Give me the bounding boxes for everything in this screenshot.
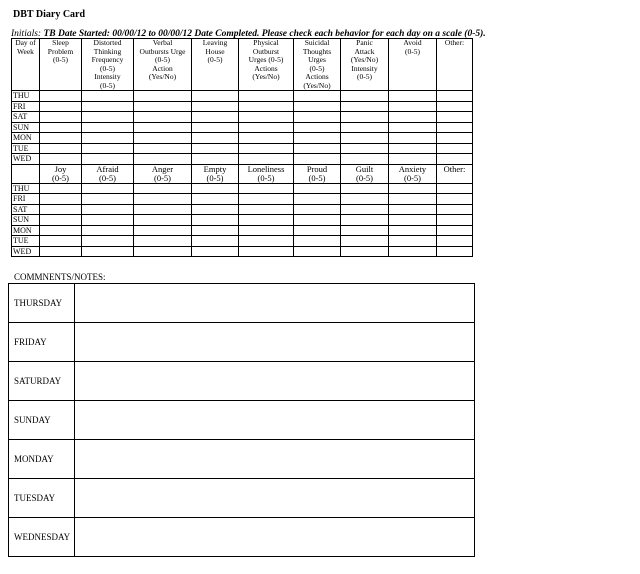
- behavior-entry-cell[interactable]: [294, 133, 341, 144]
- header-line: Outbursts Urge: [139, 46, 186, 56]
- header-cell: [82, 164, 134, 183]
- card-title: DBT Diary Card: [13, 9, 86, 20]
- emotion-entry-cell[interactable]: [192, 236, 239, 247]
- emotion-entry-cell[interactable]: [294, 183, 341, 194]
- behavior-entry-cell[interactable]: [40, 122, 82, 133]
- behavior-entry-cell[interactable]: [192, 91, 239, 102]
- emotion-entry-cell[interactable]: [82, 215, 134, 226]
- header-line: Suicidal: [304, 38, 330, 47]
- behavior-entry-cell[interactable]: [192, 101, 239, 112]
- notes-body: [9, 284, 475, 557]
- behavior-entry-cell[interactable]: [134, 154, 192, 165]
- emotion-entry-cell[interactable]: [192, 215, 239, 226]
- behavior-entry-cell[interactable]: [40, 101, 82, 112]
- header-line: Actions: [305, 72, 329, 81]
- notes-table: [8, 283, 475, 557]
- header-line: Problem: [47, 46, 74, 56]
- behavior-entry-cell[interactable]: [389, 143, 437, 154]
- emotion-entry-cell[interactable]: [437, 215, 473, 226]
- header-cell: [12, 39, 40, 91]
- day-row: [12, 143, 473, 154]
- notes-day-label: TUESDAY: [9, 479, 75, 518]
- notes-entry-field[interactable]: [75, 362, 475, 401]
- behavior-entry-cell[interactable]: [437, 143, 473, 154]
- emotion-entry-cell[interactable]: [239, 194, 294, 205]
- emotion-entry-cell[interactable]: [341, 204, 389, 215]
- header-line: (Yes/No): [350, 55, 379, 64]
- day-label: SUN: [12, 122, 40, 133]
- day-row: [12, 215, 473, 226]
- header-line: (Yes/No): [252, 72, 280, 81]
- behavior-entry-cell[interactable]: [294, 154, 341, 165]
- behavior-entry-cell[interactable]: [341, 154, 389, 165]
- emotion-entry-cell[interactable]: [294, 246, 341, 257]
- emotion-entry-cell[interactable]: [40, 215, 82, 226]
- emotion-entry-cell[interactable]: [134, 204, 192, 215]
- notes-entry-field[interactable]: [75, 323, 475, 362]
- header-line: (Yes/No): [303, 80, 331, 90]
- emotion-entry-cell[interactable]: [437, 236, 473, 247]
- day-label: SAT: [12, 204, 40, 215]
- day-row: [12, 101, 473, 112]
- behavior-entry-cell[interactable]: [134, 122, 192, 133]
- header-line: (0-5): [154, 172, 171, 183]
- emotion-entry-cell[interactable]: [341, 183, 389, 194]
- emotion-entry-cell[interactable]: [341, 215, 389, 226]
- notes-row: [9, 323, 475, 362]
- emotion-entry-cell[interactable]: [82, 183, 134, 194]
- emotion-entry-cell[interactable]: [294, 225, 341, 236]
- day-label: TUE: [12, 236, 40, 247]
- notes-day-label: SUNDAY: [9, 401, 75, 440]
- emotion-entry-cell[interactable]: [239, 204, 294, 215]
- header-line: Day of: [15, 38, 36, 47]
- emotion-entry-cell[interactable]: [294, 215, 341, 226]
- header-line: Physical: [253, 38, 279, 47]
- header-line: Panic: [356, 38, 373, 47]
- notes-day-label: SATURDAY: [9, 362, 75, 401]
- emotion-entry-cell[interactable]: [40, 183, 82, 194]
- header-line: (0-5): [99, 172, 116, 183]
- emotion-entry-cell[interactable]: [341, 194, 389, 205]
- header-line: (0-5): [404, 172, 421, 183]
- emotion-entry-cell[interactable]: [437, 225, 473, 236]
- behavior-entry-cell[interactable]: [40, 154, 82, 165]
- header-line: Action: [152, 63, 173, 73]
- behavior-entry-cell[interactable]: [134, 143, 192, 154]
- notes-entry-field[interactable]: [75, 440, 475, 479]
- emotion-entry-cell[interactable]: [40, 204, 82, 215]
- emotion-entry-cell[interactable]: [294, 194, 341, 205]
- day-label: FRI: [12, 101, 40, 112]
- day-label: THU: [12, 183, 40, 194]
- header-line: Attack: [354, 46, 375, 56]
- behavior-entry-cell[interactable]: [341, 133, 389, 144]
- day-row: [12, 194, 473, 205]
- emotion-entry-cell[interactable]: [82, 194, 134, 205]
- header-line: Anger: [151, 163, 174, 174]
- header-cell: [12, 164, 40, 183]
- emotion-entry-cell[interactable]: [192, 194, 239, 205]
- emotion-entry-cell[interactable]: [389, 236, 437, 247]
- header-line: Loneliness: [247, 163, 285, 174]
- behavior-entry-cell[interactable]: [294, 122, 341, 133]
- notes-entry-field[interactable]: [75, 284, 475, 323]
- day-row: [12, 133, 473, 144]
- day-row: [12, 225, 473, 236]
- emotion-entry-cell[interactable]: [82, 225, 134, 236]
- behavior-entry-cell[interactable]: [389, 112, 437, 123]
- emotion-entry-cell[interactable]: [40, 246, 82, 257]
- behavior-entry-cell[interactable]: [437, 133, 473, 144]
- header-line: Proud: [306, 163, 328, 174]
- day-label: SAT: [12, 112, 40, 123]
- emotion-entry-cell[interactable]: [134, 236, 192, 247]
- behavior-entry-cell[interactable]: [239, 112, 294, 123]
- behavior-entry-cell[interactable]: [437, 122, 473, 133]
- header-line: Joy: [54, 163, 67, 174]
- emotion-entry-cell[interactable]: [134, 183, 192, 194]
- behavior-entry-cell[interactable]: [40, 143, 82, 154]
- notes-entry-field[interactable]: [75, 518, 475, 557]
- behavior-entry-cell[interactable]: [341, 101, 389, 112]
- subtitle-details: TB Date Started: 00/00/12 to 00/00/12 Date Completed. Please check each behavior for each day on a scale (0-5).: [43, 29, 486, 39]
- behavior-entry-cell[interactable]: [192, 154, 239, 165]
- header-line: (0-5): [405, 46, 420, 56]
- behavior-entry-cell[interactable]: [134, 112, 192, 123]
- header-line: (0-5): [207, 55, 223, 64]
- behavior-entry-cell[interactable]: [192, 122, 239, 133]
- emotion-entry-cell[interactable]: [192, 246, 239, 257]
- behavior-entry-cell[interactable]: [82, 101, 134, 112]
- notes-row: [9, 362, 475, 401]
- behavior-entry-cell[interactable]: [134, 91, 192, 102]
- header-cell: [294, 164, 341, 183]
- emotion-entry-cell[interactable]: [341, 225, 389, 236]
- day-label: WED: [12, 154, 40, 165]
- emotion-entry-cell[interactable]: [40, 225, 82, 236]
- day-row: [12, 204, 473, 215]
- notes-day-label: THURSDAY: [9, 284, 75, 323]
- behavior-entry-cell[interactable]: [40, 91, 82, 102]
- header-cell: [82, 39, 134, 91]
- emotion-entry-cell[interactable]: [134, 215, 192, 226]
- header-line: Intensity: [351, 63, 378, 73]
- header-line: Intensity: [94, 72, 121, 81]
- header-cell: [389, 39, 437, 91]
- header-cell: [40, 39, 82, 91]
- behavior-entry-cell[interactable]: [389, 122, 437, 133]
- day-row: [12, 154, 473, 165]
- header-cell: [341, 164, 389, 183]
- header-line: Other:: [443, 163, 466, 174]
- notes-entry-field[interactable]: [75, 479, 475, 518]
- emotion-entry-cell[interactable]: [192, 204, 239, 215]
- header-cell: [134, 39, 192, 91]
- behavior-entry-cell[interactable]: [239, 91, 294, 102]
- emotion-entry-cell[interactable]: [437, 194, 473, 205]
- behavior-entry-cell[interactable]: [341, 143, 389, 154]
- notes-day-label: WEDNESDAY: [9, 518, 75, 557]
- behavior-entry-cell[interactable]: [82, 122, 134, 133]
- notes-day-label: FRIDAY: [9, 323, 75, 362]
- behavior-entry-cell[interactable]: [82, 133, 134, 144]
- behavior-entry-cell[interactable]: [82, 112, 134, 123]
- notes-day-label: MONDAY: [9, 440, 75, 479]
- day-row: [12, 246, 473, 257]
- behavior-entry-cell[interactable]: [389, 91, 437, 102]
- behavior-entry-cell[interactable]: [82, 91, 134, 102]
- header-cell: [294, 39, 341, 91]
- emotion-entry-cell[interactable]: [389, 183, 437, 194]
- header-cell: [437, 39, 473, 91]
- emotion-entry-cell[interactable]: [239, 215, 294, 226]
- behavior-entry-cell[interactable]: [82, 154, 134, 165]
- day-row: [12, 91, 473, 102]
- header-row-behaviors: [12, 39, 473, 91]
- comments-label: COMMNENTS/NOTES:: [14, 272, 106, 282]
- header-line: Afraid: [96, 163, 119, 174]
- header-line: Thoughts: [302, 46, 332, 56]
- header-line: (0-5): [309, 63, 325, 73]
- behavior-entry-cell[interactable]: [192, 143, 239, 154]
- behavior-entry-cell[interactable]: [389, 133, 437, 144]
- header-line: (Yes/No): [148, 72, 177, 81]
- behavior-entry-cell[interactable]: [437, 101, 473, 112]
- header-line: Other:: [444, 38, 465, 47]
- header-line: Urges: [308, 55, 326, 64]
- subtitle-lead: Initials:: [11, 29, 44, 39]
- day-label: SUN: [12, 215, 40, 226]
- header-line: Frequency: [91, 55, 124, 64]
- behavior-entry-cell[interactable]: [389, 154, 437, 165]
- emotion-entry-cell[interactable]: [239, 246, 294, 257]
- header-cell: [40, 164, 82, 183]
- emotion-entry-cell[interactable]: [294, 236, 341, 247]
- header-line: (0-5): [100, 80, 115, 90]
- header-cell: [389, 164, 437, 183]
- behavior-entry-cell[interactable]: [341, 112, 389, 123]
- header-line: (0-5): [52, 172, 69, 183]
- header-line: Empty: [203, 163, 227, 174]
- notes-row: [9, 401, 475, 440]
- emotion-entry-cell[interactable]: [437, 183, 473, 194]
- notes-entry-field[interactable]: [75, 401, 475, 440]
- behavior-entry-cell[interactable]: [294, 101, 341, 112]
- header-line: Anxiety: [398, 163, 427, 174]
- header-line: Leaving: [202, 38, 228, 47]
- header-cell: [341, 39, 389, 91]
- emotion-entry-cell[interactable]: [40, 236, 82, 247]
- emotion-entry-cell[interactable]: [239, 236, 294, 247]
- header-cell: [134, 164, 192, 183]
- header-line: (0-5): [257, 172, 275, 183]
- emotion-entry-cell[interactable]: [239, 225, 294, 236]
- behavior-entry-cell[interactable]: [192, 112, 239, 123]
- header-line: Urges (0-5): [248, 55, 284, 64]
- emotion-entry-cell[interactable]: [437, 204, 473, 215]
- header-line: Verbal: [152, 38, 173, 47]
- header-line: (0-5): [100, 63, 115, 73]
- behavior-entry-cell[interactable]: [239, 122, 294, 133]
- emotion-entry-cell[interactable]: [341, 236, 389, 247]
- behavior-entry-cell[interactable]: [40, 112, 82, 123]
- day-label: MON: [12, 225, 40, 236]
- behavior-entry-cell[interactable]: [239, 154, 294, 165]
- header-line: Distorted: [93, 38, 122, 47]
- emotion-entry-cell[interactable]: [192, 225, 239, 236]
- behavior-entry-cell[interactable]: [134, 133, 192, 144]
- header-line: (0-5): [357, 72, 372, 81]
- emotion-entry-cell[interactable]: [341, 246, 389, 257]
- day-row: [12, 112, 473, 123]
- header-line: (0-5): [53, 55, 68, 64]
- notes-row: [9, 440, 475, 479]
- header-line: Week: [17, 46, 34, 56]
- day-row: [12, 236, 473, 247]
- header-line: Outburst: [252, 46, 280, 56]
- behavior-entry-cell[interactable]: [82, 143, 134, 154]
- header-cell: [239, 39, 294, 91]
- header-cell: [239, 164, 294, 183]
- behavior-entry-cell[interactable]: [437, 112, 473, 123]
- header-line: (0-5): [155, 55, 170, 64]
- header-cell: [437, 164, 473, 183]
- header-line: House: [205, 46, 225, 56]
- emotion-entry-cell[interactable]: [389, 246, 437, 257]
- header-cell: [192, 39, 239, 91]
- behavior-entry-cell[interactable]: [294, 143, 341, 154]
- header-line: Thinking: [93, 46, 122, 56]
- behavior-entry-cell[interactable]: [437, 91, 473, 102]
- emotion-entry-cell[interactable]: [82, 246, 134, 257]
- header-line: Avoid: [403, 38, 422, 47]
- behavior-entry-cell[interactable]: [294, 91, 341, 102]
- emotion-entry-cell[interactable]: [389, 204, 437, 215]
- behavior-entry-cell[interactable]: [341, 91, 389, 102]
- day-label: TUE: [12, 143, 40, 154]
- behavior-entry-cell[interactable]: [389, 101, 437, 112]
- behavior-entry-cell[interactable]: [239, 101, 294, 112]
- emotion-entry-cell[interactable]: [294, 204, 341, 215]
- header-cell: [192, 164, 239, 183]
- emotion-entry-cell[interactable]: [389, 215, 437, 226]
- notes-row: [9, 284, 475, 323]
- behavior-entry-cell[interactable]: [239, 143, 294, 154]
- diary-grid: [11, 38, 473, 257]
- header-line: (0-5): [356, 172, 373, 183]
- day-row: [12, 122, 473, 133]
- header-line: Guilt: [355, 163, 374, 174]
- emotion-entry-cell[interactable]: [40, 194, 82, 205]
- behavior-entry-cell[interactable]: [192, 133, 239, 144]
- behavior-entry-cell[interactable]: [341, 122, 389, 133]
- header-line: Actions: [254, 63, 278, 73]
- notes-row: [9, 518, 475, 557]
- header-line: (0-5): [206, 172, 224, 183]
- emotion-entry-cell[interactable]: [134, 194, 192, 205]
- emotion-entry-cell[interactable]: [134, 225, 192, 236]
- behavior-entry-cell[interactable]: [134, 101, 192, 112]
- diary-grid-body: [12, 39, 473, 257]
- behavior-entry-cell[interactable]: [437, 154, 473, 165]
- behavior-entry-cell[interactable]: [239, 133, 294, 144]
- header-row-emotions: [12, 164, 473, 183]
- emotion-entry-cell[interactable]: [389, 225, 437, 236]
- behavior-entry-cell[interactable]: [294, 112, 341, 123]
- day-row: [12, 183, 473, 194]
- behavior-entry-cell[interactable]: [40, 133, 82, 144]
- notes-row: [9, 479, 475, 518]
- header-line: (0-5): [308, 172, 326, 183]
- emotion-entry-cell[interactable]: [389, 194, 437, 205]
- header-line: Sleep: [52, 38, 69, 47]
- day-label: FRI: [12, 194, 40, 205]
- day-label: WED: [12, 246, 40, 257]
- emotion-entry-cell[interactable]: [192, 183, 239, 194]
- emotion-entry-cell[interactable]: [437, 246, 473, 257]
- emotion-entry-cell[interactable]: [82, 236, 134, 247]
- day-label: MON: [12, 133, 40, 144]
- emotion-entry-cell[interactable]: [82, 204, 134, 215]
- emotion-entry-cell[interactable]: [239, 183, 294, 194]
- emotion-entry-cell[interactable]: [134, 246, 192, 257]
- day-label: THU: [12, 91, 40, 102]
